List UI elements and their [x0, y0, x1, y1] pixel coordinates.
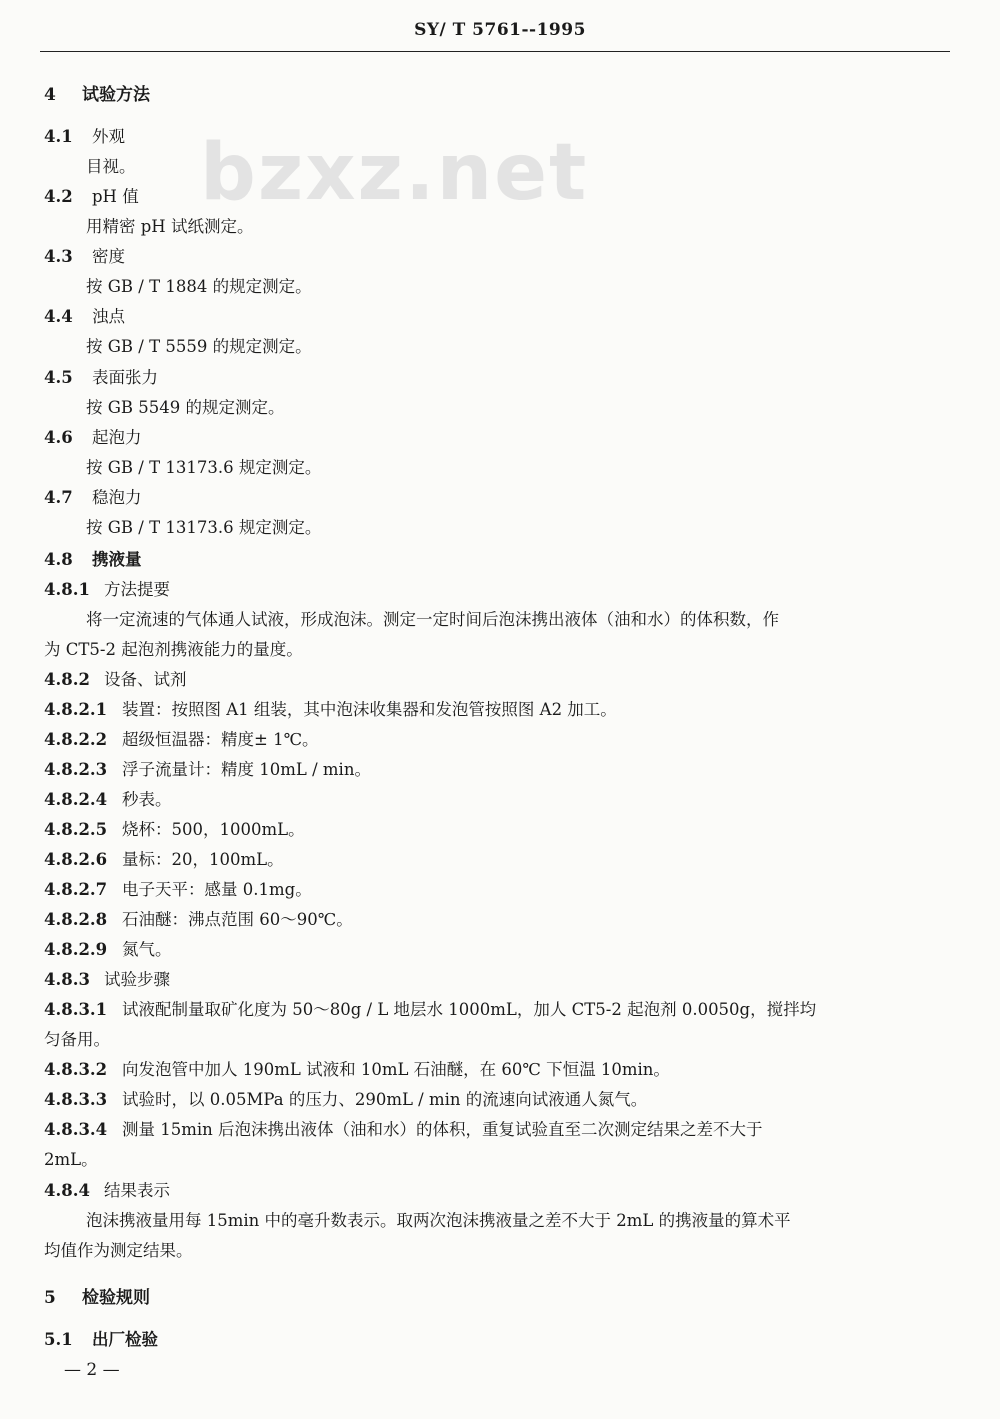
clause-title: 浊点 — [92, 307, 125, 326]
clause-heading — [44, 1326, 158, 1350]
clause-number: 4.4 — [44, 307, 73, 326]
header-rule — [40, 51, 950, 52]
clause-title: 起泡力 — [92, 428, 142, 447]
clause-number: 4.8.2.3 — [44, 760, 108, 779]
clause-heading — [44, 576, 170, 600]
clause-number: 4.2 — [44, 187, 73, 206]
clause-number: 4.1 — [44, 127, 73, 146]
clause-title: 出厂检验 — [92, 1330, 158, 1349]
clause-text: 均值作为测定结果。 — [44, 1241, 193, 1260]
clause-text: 为 CT5-2 起泡剂携液能力的量度。 — [44, 640, 303, 659]
clause-item — [44, 846, 284, 870]
clause-item — [44, 906, 353, 930]
clause-number: 4.8.2.6 — [44, 850, 108, 869]
clause-heading — [44, 666, 187, 690]
clause-text: 测量 15min 后泡沫携出液体（油和水）的体积，重复试验直至二次测定结果之差不大于 — [122, 1120, 763, 1139]
clause-text: 电子天平：感量 0.1mg。 — [122, 880, 312, 899]
clause-text: 用精密 pH 试纸测定。 — [86, 217, 254, 236]
clause-number: 4.7 — [44, 488, 73, 507]
section-heading — [44, 1283, 150, 1308]
clause-item — [44, 756, 371, 780]
clause-heading — [44, 1177, 170, 1201]
clause-title: 携液量 — [92, 550, 142, 569]
clause-number: 4.8.1 — [44, 580, 90, 599]
standard-number-header: SY/ T 5761--1995 — [414, 20, 586, 40]
clause-number: 4.8.2.7 — [44, 880, 108, 899]
section-heading — [44, 80, 150, 105]
clause-heading — [44, 364, 158, 388]
clause-number: 4.8.2.2 — [44, 730, 108, 749]
clause-text: 向发泡管中加人 190mL 试液和 10mL 石油醚，在 60℃ 下恒温 10min。 — [122, 1060, 670, 1079]
clause-heading — [44, 243, 125, 267]
clause-title: 外观 — [92, 127, 125, 146]
clause-item — [44, 726, 319, 750]
clause-number: 4.3 — [44, 247, 73, 266]
clause-title: 密度 — [92, 247, 125, 266]
clause-text: 试验时，以 0.05MPa 的压力、290mL / min 的流速向试液通人氮气。 — [122, 1090, 648, 1109]
section-title: 检验规则 — [82, 1288, 150, 1308]
clause-text: 目视。 — [86, 157, 136, 176]
clause-number: 4.8.2.5 — [44, 820, 108, 839]
clause-title: 设备、试剂 — [104, 670, 187, 689]
clause-text: 按 GB / T 1884 的规定测定。 — [86, 277, 312, 296]
clause-number: 4.8.3.3 — [44, 1090, 108, 1109]
clause-number: 4.5 — [44, 368, 73, 387]
clause-text: 2mL。 — [44, 1150, 98, 1169]
clause-text: 装置：按照图 A1 组装，其中泡沫收集器和发泡管按照图 A2 加工。 — [122, 700, 617, 719]
clause-number: 4.8.4 — [44, 1181, 90, 1200]
clause-item — [44, 786, 172, 810]
clause-item — [44, 996, 816, 1020]
clause-number: 4.8 — [44, 550, 73, 569]
clause-text: 按 GB / T 13173.6 规定测定。 — [86, 518, 322, 537]
page-number: — 2 — — [64, 1360, 120, 1380]
clause-item — [44, 1056, 670, 1080]
clause-number: 4.8.2.9 — [44, 940, 108, 959]
clause-text: 浮子流量计：精度 10mL / min。 — [122, 760, 371, 779]
clause-text: 量标：20，100mL。 — [122, 850, 284, 869]
clause-item — [44, 816, 305, 840]
clause-text: 将一定流速的气体通人试液，形成泡沫。测定一定时间后泡沫携出液体（油和水）的体积数，作 — [86, 610, 779, 629]
clause-text: 匀备用。 — [44, 1030, 110, 1049]
clause-number: 4.6 — [44, 428, 73, 447]
clause-heading — [44, 966, 170, 990]
clause-text: 试液配制量取矿化度为 50～80g / L 地层水 1000mL，加人 CT5-2 起泡剂 0.0050g，搅拌均 — [122, 1000, 817, 1019]
clause-heading — [44, 484, 142, 508]
clause-text: 按 GB 5549 的规定测定。 — [86, 398, 285, 417]
clause-heading — [44, 183, 139, 207]
clause-text: 按 GB / T 5559 的规定测定。 — [86, 337, 312, 356]
clause-text: 泡沫携液量用每 15min 中的毫升数表示。取两次泡沫携液量之差不大于 2mL 的携液量的算术平 — [86, 1211, 791, 1230]
clause-number: 4.8.2.4 — [44, 790, 108, 809]
clause-text: 石油醚：沸点范围 60～90℃。 — [122, 910, 353, 929]
clause-number: 5.1 — [44, 1330, 73, 1349]
section-number: 4 — [44, 85, 56, 105]
clause-item — [44, 936, 172, 960]
clause-item — [44, 1116, 763, 1140]
clause-text: 按 GB / T 13173.6 规定测定。 — [86, 458, 322, 477]
clause-item — [44, 696, 617, 720]
clause-text: 烧杯：500，1000mL。 — [122, 820, 305, 839]
clause-number: 4.8.3 — [44, 970, 90, 989]
clause-number: 4.8.2.1 — [44, 700, 108, 719]
section-number: 5 — [44, 1288, 56, 1308]
clause-title: 试验步骤 — [104, 970, 170, 989]
clause-title: 结果表示 — [104, 1181, 170, 1200]
clause-number: 4.8.3.2 — [44, 1060, 108, 1079]
clause-title: 方法提要 — [104, 580, 170, 599]
clause-number: 4.8.2 — [44, 670, 90, 689]
clause-number: 4.8.3.1 — [44, 1000, 108, 1019]
clause-heading — [44, 546, 142, 570]
clause-title: pH 值 — [92, 187, 139, 206]
clause-title: 表面张力 — [92, 368, 158, 387]
watermark: bzxz.net — [200, 128, 589, 218]
clause-heading — [44, 424, 142, 448]
clause-title: 稳泡力 — [92, 488, 142, 507]
clause-item — [44, 1086, 647, 1110]
clause-heading — [44, 123, 125, 147]
clause-number: 4.8.2.8 — [44, 910, 108, 929]
clause-heading — [44, 303, 125, 327]
clause-text: 超级恒温器：精度± 1℃。 — [122, 730, 319, 749]
clause-text: 氮气。 — [122, 940, 172, 959]
clause-number: 4.8.3.4 — [44, 1120, 108, 1139]
clause-item — [44, 876, 312, 900]
clause-text: 秒表。 — [122, 790, 172, 809]
section-title: 试验方法 — [82, 85, 150, 105]
